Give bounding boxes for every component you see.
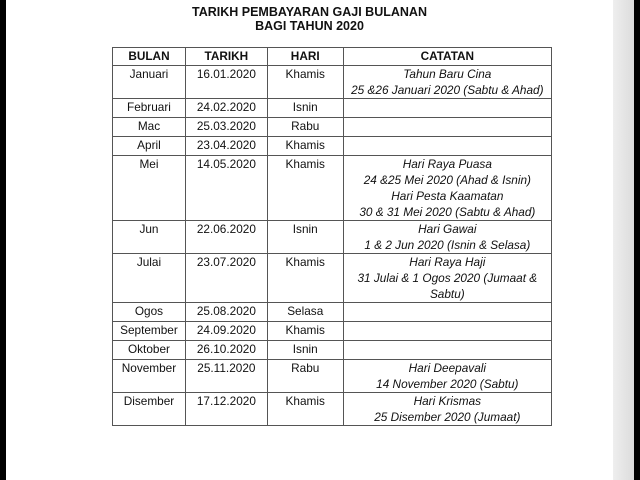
table-row — [113, 118, 552, 137]
cell-hari: Rabu — [267, 360, 343, 393]
table-row — [113, 303, 552, 322]
cell-tarikh: 25.11.2020 — [185, 360, 267, 393]
cell-catatan — [343, 322, 551, 341]
cell-catatan — [343, 303, 551, 322]
cell-bulan: Julai — [113, 254, 186, 303]
cell-catatan — [343, 118, 551, 137]
table-row — [113, 341, 552, 360]
cell-bulan: Oktober — [113, 341, 186, 360]
catatan-line: Hari Deepavali — [408, 361, 486, 375]
cell-tarikh: 14.05.2020 — [185, 156, 267, 221]
catatan-line: 25 &26 Januari 2020 (Sabtu & Ahad) — [351, 83, 544, 97]
cell-tarikh: 26.10.2020 — [185, 341, 267, 360]
catatan-line: Hari Raya Puasa — [402, 157, 492, 171]
header-hari: HARI — [267, 48, 343, 66]
table-row — [113, 156, 552, 221]
document-title: TARIKH PEMBAYARAN GAJI BULANAN — [192, 5, 427, 19]
cell-tarikh: 22.06.2020 — [185, 221, 267, 254]
cell-bulan: Mac — [113, 118, 186, 137]
table-row — [113, 221, 552, 254]
cell-bulan: April — [113, 137, 186, 156]
catatan-line: 1 & 2 Jun 2020 (Isnin & Selasa) — [364, 238, 531, 252]
catatan-line: Tahun Baru Cina — [403, 67, 492, 81]
table-header-row — [113, 48, 552, 66]
catatan-line: Hari Gawai — [418, 222, 477, 236]
document-subtitle: BAGI TAHUN 2020 — [255, 19, 364, 33]
cell-hari: Khamis — [267, 137, 343, 156]
table-row — [113, 137, 552, 156]
cell-bulan: Ogos — [113, 303, 186, 322]
cell-tarikh: 25.03.2020 — [185, 118, 267, 137]
salary-schedule-table — [112, 47, 552, 426]
catatan-line: 24 &25 Mei 2020 (Ahad & Isnin) — [363, 173, 531, 187]
cell-hari: Khamis — [267, 156, 343, 221]
table-row — [113, 393, 552, 426]
table-row — [113, 360, 552, 393]
cell-hari: Rabu — [267, 118, 343, 137]
catatan-line: 31 Julai & 1 Ogos 2020 (Jumaat & — [357, 271, 538, 285]
cell-hari: Isnin — [267, 99, 343, 118]
cell-hari: Isnin — [267, 221, 343, 254]
cell-catatan — [343, 156, 551, 221]
page-edge — [613, 0, 634, 480]
header-tarikh: TARIKH — [185, 48, 267, 66]
cell-catatan — [343, 99, 551, 118]
catatan-line: Hari Raya Haji — [409, 255, 486, 269]
cell-tarikh: 25.08.2020 — [185, 303, 267, 322]
catatan-line: 25 Disember 2020 (Jumaat) — [374, 410, 521, 424]
catatan-line: 30 & 31 Mei 2020 (Sabtu & Ahad) — [359, 205, 536, 219]
cell-tarikh: 23.07.2020 — [185, 254, 267, 303]
cell-catatan — [343, 360, 551, 393]
table-row — [113, 66, 552, 99]
cell-catatan — [343, 393, 551, 426]
cell-catatan — [343, 341, 551, 360]
cell-tarikh: 17.12.2020 — [185, 393, 267, 426]
catatan-line: Hari Krismas — [413, 394, 482, 408]
cell-bulan: September — [113, 322, 186, 341]
cell-hari: Isnin — [267, 341, 343, 360]
cell-tarikh: 16.01.2020 — [185, 66, 267, 99]
cell-hari: Khamis — [267, 254, 343, 303]
table-body — [113, 66, 552, 426]
cell-bulan: November — [113, 360, 186, 393]
table-row — [113, 322, 552, 341]
catatan-line: Hari Pesta Kaamatan — [391, 189, 504, 203]
cell-hari: Khamis — [267, 66, 343, 99]
cell-bulan: Januari — [113, 66, 186, 99]
cell-bulan: Disember — [113, 393, 186, 426]
cell-catatan — [343, 221, 551, 254]
cell-hari: Khamis — [267, 393, 343, 426]
cell-bulan: Februari — [113, 99, 186, 118]
cell-bulan: Mei — [113, 156, 186, 221]
header-bulan: BULAN — [113, 48, 186, 66]
cell-hari: Selasa — [267, 303, 343, 322]
cell-hari: Khamis — [267, 322, 343, 341]
cell-catatan — [343, 66, 551, 99]
catatan-line: Sabtu) — [429, 287, 465, 301]
cell-tarikh: 24.09.2020 — [185, 322, 267, 341]
cell-catatan — [343, 254, 551, 303]
cell-bulan: Jun — [113, 221, 186, 254]
catatan-line: 14 November 2020 (Sabtu) — [376, 377, 519, 391]
header-catatan: CATATAN — [343, 48, 551, 66]
cell-tarikh: 23.04.2020 — [185, 137, 267, 156]
cell-tarikh: 24.02.2020 — [185, 99, 267, 118]
table-row — [113, 254, 552, 303]
cell-catatan — [343, 137, 551, 156]
table-row — [113, 99, 552, 118]
